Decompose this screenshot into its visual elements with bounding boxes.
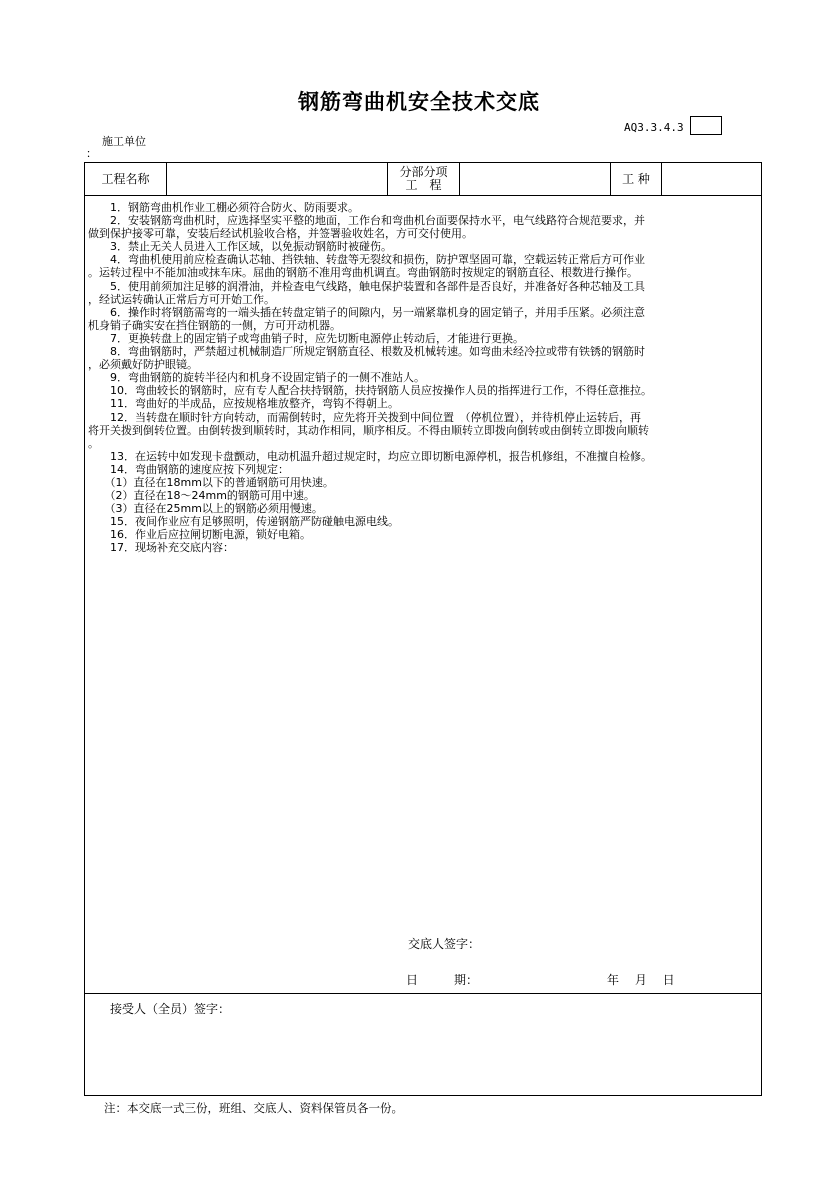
content-line: 16．作业后应拉闸切断电源，锁好电箱。 <box>88 528 311 542</box>
footnote: 注：本交底一式三份，班组、交底人、资料保管员各一份。 <box>104 1101 403 1115</box>
content-line: ，必须戴好防护眼镜。 <box>88 358 198 372</box>
content-line: 8．弯曲钢筋时，严禁超过机械制造厂所规定钢筋直径、根数及机械转速。如弯曲未经冷拉或带有铁锈的钢筋时 <box>88 345 645 359</box>
content-line: 机身销子确实安在挡住钢筋的一侧，方可开动机器。 <box>88 318 341 332</box>
document-title: 钢筋弯曲机安全技术交底 <box>298 90 540 114</box>
content-line: （3）直径在25mm以上的钢筋必须用慢速。 <box>88 502 323 516</box>
content-line: （1）直径在18mm以下的普通钢筋可用快速。 <box>88 475 334 489</box>
content-line: 1．钢筋弯曲机作业工棚必须符合防火、防雨要求。 <box>88 201 359 214</box>
content-line: 9．弯曲钢筋的旋转半径内和机身不设固定销子的一侧不准站人。 <box>88 371 425 385</box>
content-line: 15．夜间作业应有足够照明，传递钢筋严防碰触电源电线。 <box>88 515 399 529</box>
worktype-field[interactable] <box>662 162 761 195</box>
worktype-label: 工 种 <box>622 172 650 186</box>
receiver-divider <box>84 993 762 994</box>
subproject-label-line1: 分部分项 <box>399 164 448 179</box>
content-line: 。运转过程中不能加油或抹车床。屈曲的钢筋不准用弯曲机调直。弯曲钢筋时按规定的钢筋直径、根数进行操作。 <box>88 266 638 280</box>
content-line: （2）直径在18～24mm的钢筋可用中速。 <box>88 489 315 503</box>
document-code: AQ3.3.4.3 <box>624 121 684 134</box>
project-name-field[interactable] <box>167 162 387 195</box>
project-name-label: 工程名称 <box>101 172 150 186</box>
content-line: 11．弯曲好的半成品，应按规格堆放整齐，弯钩不得朝上。 <box>88 397 399 411</box>
construction-unit-label <box>86 136 146 160</box>
disclosure-content <box>88 201 756 555</box>
content-line: ，经试运转确认正常后方可开始工作。 <box>88 292 275 306</box>
content-line: 2．安装钢筋弯曲机时，应选择坚实平整的地面，工作台和弯曲机台面要保持水平，电气线路符合规范要求，并 <box>88 214 645 228</box>
content-line: 3．禁止无关人员进入工作区域，以免振动钢筋时被碰伤。 <box>88 240 392 254</box>
construction-unit-text: 施工单位 <box>102 135 146 148</box>
content-line: 17．现场补充交底内容： <box>88 541 234 555</box>
content-line: 7．更换转盘上的固定销子或弯曲销子时，应先切断电源停止转动后，才能进行更换。 <box>88 331 524 345</box>
content-line: 将开关拨到倒转位置。由倒转拨到顺转时，其动作相同，顺序相反。不得由顺转立即拨向倒转或由倒转立即拨向顺转 <box>88 423 649 437</box>
content-line: 5．使用前须加注足够的润滑油，并检查电气线路，触电保护装置和各部件是否良好，并准备好各种芯轴及工具 <box>88 279 645 293</box>
content-line: 10．弯曲较长的钢筋时，应有专人配合扶持钢筋，扶持钢筋人员应按操作人员的指挥进行工作，不得任意推拉。 <box>88 384 652 398</box>
discloser-signature-label: 交底人签字： <box>408 937 481 951</box>
subproject-label <box>388 162 459 195</box>
content-line: 。 <box>88 436 99 450</box>
subproject-field[interactable] <box>460 162 610 195</box>
content-line: 13．在运转中如发现卡盘颤动，电动机温升超过规定时，均应立即切断电源停机，报告机修组，不准擅自检修。 <box>88 449 652 463</box>
receiver-signature-label: 接受人（全员）签字： <box>110 1002 231 1016</box>
date-label: 日 期： <box>406 973 479 987</box>
content-line: 12．当转盘在顺时针方向转动，而需倒转时，应先将开关拨到中间位置 （停机位置），并待机停止运转后，再 <box>88 410 641 424</box>
date-format: 年 月 日 <box>607 973 675 987</box>
content-line: 4．弯曲机使用前应检查确认芯轴、挡铁轴、转盘等无裂纹和损伤，防护罩坚固可靠，空载运转正常后方可作业 <box>88 253 645 267</box>
subproject-label-line2: 工 程 <box>405 177 442 192</box>
content-line: 做到保护接零可靠，安装后经试机验收合格，并签署验收姓名，方可交付使用。 <box>88 227 473 241</box>
header-divider <box>84 195 762 196</box>
construction-unit-colon: ： <box>86 147 97 160</box>
document-code-box[interactable] <box>690 116 722 135</box>
content-line: 6．操作时将钢筋需弯的一端头插在转盘定销子的间隙内，另一端紧靠机身的固定销子，并用手压紧。必须注意 <box>88 305 645 319</box>
content-line: 14．弯曲钢筋的速度应按下列规定： <box>88 462 289 476</box>
